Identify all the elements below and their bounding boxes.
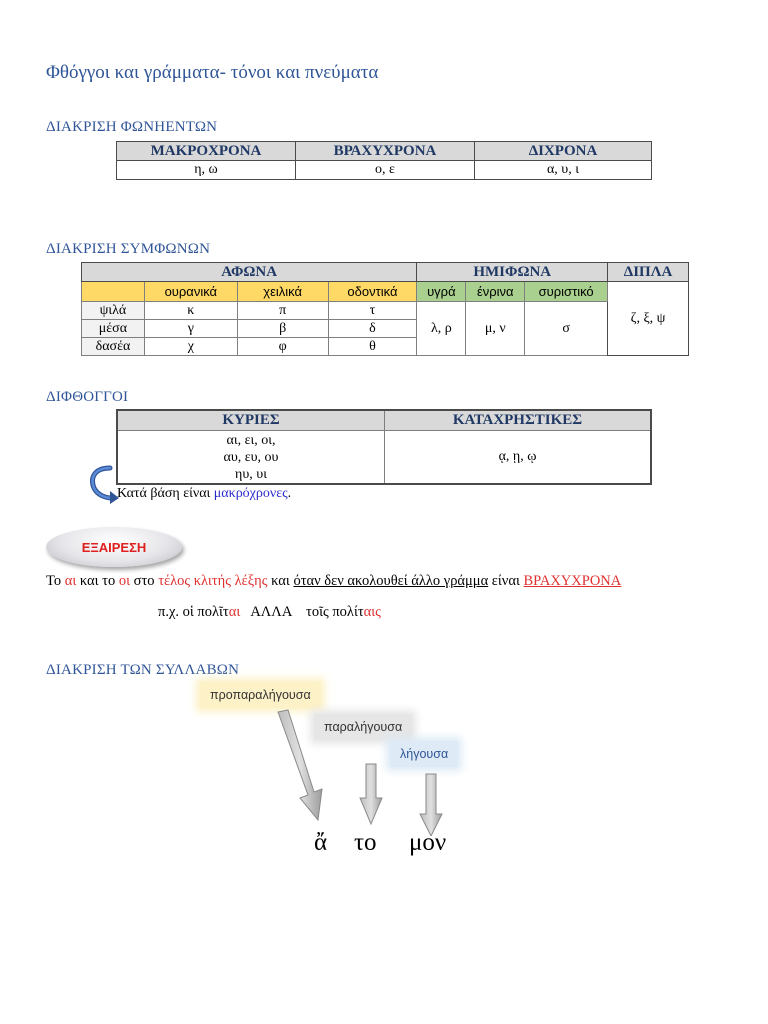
- kyries-cell: [117, 431, 385, 485]
- kyries-line: αυ, ευ, ου: [223, 450, 279, 465]
- row-label-psila: ψιλά: [82, 302, 145, 320]
- syllable-arrows: [260, 706, 460, 836]
- vowels-value-dual: α, υ, ι: [475, 161, 652, 180]
- rule-text: στο: [130, 573, 159, 589]
- cell: β: [237, 320, 328, 338]
- enrina-value: μ, ν: [466, 302, 525, 356]
- ygra-value: λ, ρ: [417, 302, 466, 356]
- cell: φ: [237, 338, 328, 356]
- diphthongs-note: [117, 486, 291, 502]
- katachristikes-cell: ᾳ, ῃ, ῳ: [385, 431, 652, 485]
- sub-syristiko: συριστικό: [525, 282, 608, 302]
- sub-enrina: ένρινα: [466, 282, 525, 302]
- syllable-1: ἄ: [314, 829, 328, 856]
- note-prefix: Κατά βάση είναι: [117, 486, 214, 501]
- rule-end: τέλος κλιτής λέξης: [158, 573, 268, 589]
- vowels-value-long: η, ω: [117, 161, 296, 180]
- syllables-heading: ΔΙΑΚΡΙΣΗ ΤΩΝ ΣΥΛΛΑΒΩΝ: [46, 662, 240, 678]
- sub-ouranika: ουρανικά: [144, 282, 237, 302]
- example-suffix: αι: [228, 604, 241, 620]
- cell: τ: [328, 302, 417, 320]
- down-arrow-icon: [360, 764, 382, 824]
- syllable-3: μον: [409, 829, 447, 856]
- kyries-line: ηυ, υι: [235, 467, 267, 482]
- syristiko-value: σ: [525, 302, 608, 356]
- vowels-heading: ΔΙΑΚΡΙΣΗ ΦΩΝΗΕΝΤΩΝ: [46, 119, 218, 135]
- rule-oi: οι: [118, 573, 131, 589]
- vowels-value-short: ο, ε: [296, 161, 475, 180]
- exception-badge: [46, 527, 182, 567]
- consonants-heading: ΔΙΑΚΡΙΣΗ ΣΥΜΦΩΝΩΝ: [46, 241, 211, 257]
- group-afona: ΑΦΩΝΑ: [82, 263, 417, 282]
- down-arrow-icon: [278, 710, 322, 820]
- rule-text: Το: [46, 573, 65, 589]
- vowels-header-dual: ΔΙΧΡΟΝΑ: [475, 142, 652, 161]
- diphthongs-heading: ΔΙΦΘΟΓΓΟΙ: [46, 389, 129, 405]
- sub-odontika: οδοντικά: [328, 282, 417, 302]
- rule-text: και το: [76, 573, 119, 589]
- exception-rule: [46, 573, 621, 590]
- example-text: ΑΛΛΑ τοῖς πολίτ: [240, 604, 364, 620]
- rule-result: ΒΡΑΧΥΧΡΟΝΑ: [523, 573, 622, 589]
- rule-ai: αι: [64, 573, 77, 589]
- label-proparalígousa: προπαραλήγουσα: [200, 682, 321, 708]
- cell: κ: [144, 302, 237, 320]
- cell: θ: [328, 338, 417, 356]
- group-dipla: ΔΙΠΛΑ: [608, 263, 689, 282]
- rule-text: είναι: [488, 573, 524, 589]
- down-arrow-icon: [420, 774, 442, 836]
- dipla-value: ζ, ξ, ψ: [608, 282, 689, 356]
- note-suffix: .: [287, 486, 292, 501]
- diphthongs-header-kyries: ΚΥΡΙΕΣ: [117, 410, 385, 431]
- curved-arrow-icon: [88, 464, 120, 504]
- row-label-mesa: μέσα: [82, 320, 145, 338]
- example-text: π.χ. οἱ πολῖτ: [158, 604, 229, 620]
- syllable-2: το: [354, 829, 377, 856]
- vowels-header-short: ΒΡΑΧΥΧΡΟΝΑ: [296, 142, 475, 161]
- consonants-table: [81, 262, 689, 356]
- cell: δ: [328, 320, 417, 338]
- page-title: Φθόγγοι και γράμματα- τόνοι και πνεύματα: [46, 62, 379, 83]
- cell: χ: [144, 338, 237, 356]
- example-suffix: αις: [363, 604, 381, 620]
- kyries-line: αι, ει, οι,: [226, 433, 276, 448]
- sub-empty: [82, 282, 145, 302]
- row-label-dasea: δασέα: [82, 338, 145, 356]
- label-lígousa: λήγουσα: [390, 741, 458, 767]
- rule-text: και: [267, 573, 294, 589]
- vowels-table: [116, 141, 652, 180]
- group-hmifona: ΗΜΙΦΩΝΑ: [417, 263, 608, 282]
- exception-example: [158, 604, 381, 621]
- note-highlight: μακρόχρονες: [213, 486, 288, 501]
- sub-ygra: υγρά: [417, 282, 466, 302]
- vowels-header-long: ΜΑΚΡΟΧΡΟΝΑ: [117, 142, 296, 161]
- cell: π: [237, 302, 328, 320]
- exception-badge-label: ΕΞΑΙΡΕΣΗ: [81, 539, 147, 555]
- rule-condition: όταν δεν ακολουθεί άλλο γράμμα: [293, 573, 489, 589]
- sub-cheilika: χειλικά: [237, 282, 328, 302]
- cell: γ: [144, 320, 237, 338]
- label-paralígousa: παραλήγουσα: [314, 714, 412, 740]
- diphthongs-header-katachristikes: ΚΑΤΑΧΡΗΣΤΙΚΕΣ: [385, 410, 652, 431]
- diphthongs-table: [116, 409, 652, 485]
